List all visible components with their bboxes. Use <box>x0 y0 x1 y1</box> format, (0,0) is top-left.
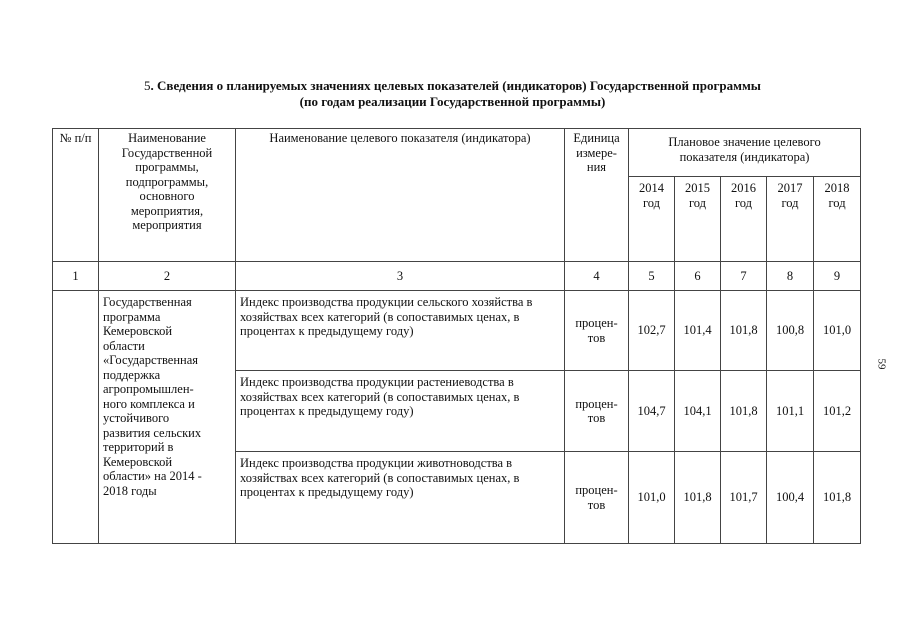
column-number-row <box>53 262 861 291</box>
value-cell: 101,8 <box>721 291 767 371</box>
value-cell: 102,7 <box>629 291 675 371</box>
unit-cell: процен- тов <box>565 452 629 544</box>
title-text: Сведения о планируемых значениях целевых показателей (индикаторов) Государственной программы <box>157 78 761 93</box>
header-program: Наименование Государственной программы, подпрограммы, основного мероприятия, мероприятия <box>99 129 236 262</box>
value-cell: 101,8 <box>721 371 767 452</box>
header-year: 2018 год <box>814 177 861 262</box>
header-unit: Единица измере- ния <box>565 129 629 262</box>
header-year: 2017 год <box>767 177 814 262</box>
document-title <box>40 78 865 110</box>
value-cell: 104,1 <box>675 371 721 452</box>
column-number: 8 <box>767 262 814 291</box>
section-number: 5 <box>144 78 151 93</box>
row-number-cell <box>53 291 99 544</box>
column-number: 3 <box>236 262 565 291</box>
header-planned: Плановое значение целевого показателя (индикатора) <box>629 129 861 177</box>
value-cell: 101,1 <box>767 371 814 452</box>
value-cell: 101,8 <box>814 452 861 544</box>
header-year: 2015 год <box>675 177 721 262</box>
column-number: 9 <box>814 262 861 291</box>
unit-cell: процен- тов <box>565 371 629 452</box>
header-year: 2014 год <box>629 177 675 262</box>
value-cell: 101,2 <box>814 371 861 452</box>
column-number: 1 <box>53 262 99 291</box>
value-cell: 101,4 <box>675 291 721 371</box>
column-number: 5 <box>629 262 675 291</box>
value-cell: 100,4 <box>767 452 814 544</box>
table-row <box>53 291 861 371</box>
column-number: 6 <box>675 262 721 291</box>
header-indicator: Наименование целевого показателя (индикатора) <box>236 129 565 262</box>
unit-cell: процен- тов <box>565 291 629 371</box>
indicators-table <box>52 128 861 544</box>
header-year: 2016 год <box>721 177 767 262</box>
header-num: № п/п <box>53 129 99 262</box>
column-number: 7 <box>721 262 767 291</box>
value-cell: 101,7 <box>721 452 767 544</box>
value-cell: 101,0 <box>814 291 861 371</box>
program-name-cell: Государственная программа Кемеровской области «Государственная поддержка агропромышлен- ного комплекса и устойчивого развития сельских территорий в Кемеровской области» на 2014 - 2018 годы <box>99 291 236 544</box>
column-number: 2 <box>99 262 236 291</box>
indicator-cell: Индекс производства продукции растениеводства в хозяйствах всех категорий (в сопоставимых ценах, в процентах к предыдущему году) <box>236 371 565 452</box>
page-number: 59 <box>875 358 888 370</box>
value-cell: 101,0 <box>629 452 675 544</box>
title-line-1: 5. Сведения о планируемых значениях целевых показателей (индикаторов) Государственной программы <box>144 78 761 93</box>
value-cell: 100,8 <box>767 291 814 371</box>
value-cell: 104,7 <box>629 371 675 452</box>
title-line-2: (по годам реализации Государственной программы) <box>299 94 606 109</box>
value-cell: 101,8 <box>675 452 721 544</box>
indicator-cell: Индекс производства продукции животноводства в хозяйствах всех категорий (в сопоставимых ценах, в процентах к предыдущему году) <box>236 452 565 544</box>
indicator-cell: Индекс производства продукции сельского хозяйства в хозяйствах всех категорий (в сопоставимых ценах, в процентах к предыдущему году) <box>236 291 565 371</box>
column-number: 4 <box>565 262 629 291</box>
header-row-1 <box>53 129 861 177</box>
